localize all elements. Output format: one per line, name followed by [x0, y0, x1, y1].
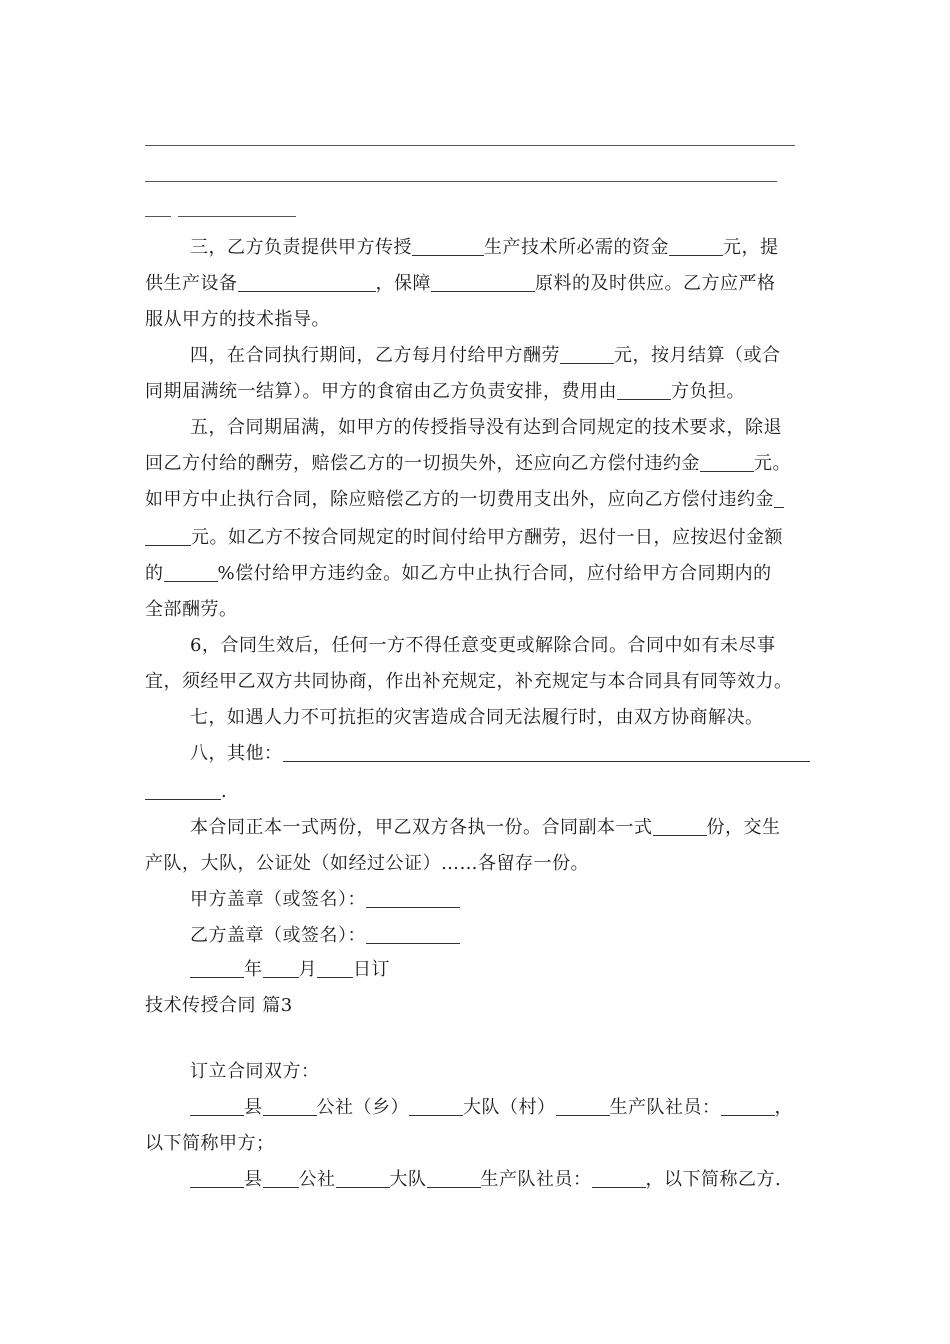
- article-5-line-3: 如甲方中止执行合同，除应赔偿乙方的一切费用支出外，应向乙方偿付违约金: [145, 488, 815, 512]
- blank-field: [431, 273, 535, 292]
- blank-field: [427, 1169, 481, 1188]
- blank-field: [412, 237, 484, 256]
- party-b-line: 县 公社 大队 生产队社员： ，以下简称乙方.: [190, 1168, 815, 1192]
- blank-field: [721, 1097, 775, 1116]
- party-a-signature: 甲方盖章（或签名）：: [190, 888, 815, 912]
- blank-rule: [145, 181, 777, 182]
- copies-line-2: 产队，大队，公证处（如经过公证）……各留存一份。: [145, 853, 589, 874]
- blank-field: [556, 1097, 610, 1116]
- blank-field: [617, 381, 671, 400]
- article-3-line-1: 三，乙方负责提供甲方传授 生产技术所必需的资金 元，提: [190, 237, 779, 258]
- blank-field: [190, 1097, 244, 1116]
- blank-rule: [178, 216, 296, 217]
- blank-field: [560, 345, 614, 364]
- blank-field: [366, 925, 460, 944]
- article-6-line-1: 6，合同生效后，任何一方不得任意变更或解除合同。合同中如有未尽事: [190, 635, 776, 656]
- blank-field: [336, 1169, 390, 1188]
- copies-line-1: 本合同正本一式两份，甲乙双方各执一份。合同副本一式 份，交生: [190, 817, 781, 838]
- blank-field: [317, 959, 353, 978]
- blank-rule: [145, 145, 795, 146]
- signing-date: 年 月 日订: [190, 958, 815, 982]
- blank-field: [263, 959, 299, 978]
- blank-field: [774, 489, 784, 508]
- blank-field: [592, 1169, 646, 1188]
- blank-field: [409, 1097, 463, 1116]
- parties-heading: 订立合同双方：: [190, 1061, 320, 1082]
- article-7-line-1: 七，如遇人力不可抗拒的灾害造成合同无法履行时，由双方协商解决。: [190, 707, 764, 728]
- blank-field: [669, 237, 723, 256]
- article-8-line-1: 八，其他：: [190, 742, 815, 766]
- party-b-signature: 乙方盖章（或签名）：: [190, 924, 815, 948]
- party-a-line-2: 以下简称甲方；: [145, 1133, 275, 1154]
- article-5-line-4: 元。如乙方不按合同规定的时间付给甲方酬劳，迟付一日，应按迟付金额: [145, 526, 815, 550]
- article-5-line-6: 全部酬劳。: [145, 599, 238, 620]
- article-4-line-1: 四，在合同执行期间，乙方每月付给甲方酬劳 元，按月结算（或合: [190, 345, 781, 366]
- article-4-line-2: 同期届满统一结算）。甲方的食宿由乙方负责安排，费用由 方负担。: [145, 381, 745, 402]
- blank-field: [263, 1169, 299, 1188]
- blank-field: [145, 527, 191, 546]
- article-5-line-5: 的 %偿付给甲方违约金。如乙方中止执行合同，应付给甲方合同期内的: [145, 563, 772, 584]
- blank-field: [238, 273, 376, 292]
- article-6-line-2: 宜，须经甲乙双方共同协商，作出补充规定，补充规定与本合同具有同等效力。: [145, 671, 793, 692]
- party-a-line-1: 县 公社（乡） 大队（村） 生产队社员： ，: [190, 1096, 815, 1120]
- blank-field: [263, 1097, 317, 1116]
- article-8-line-2: .: [145, 780, 815, 804]
- blank-field: [283, 743, 810, 762]
- article-3-line-2: 供生产设备 ，保障 原料的及时供应。乙方应严格: [145, 273, 776, 294]
- blank-field: [190, 959, 244, 978]
- section-title: 技术传授合同 篇3: [145, 995, 293, 1016]
- blank-rule: [145, 216, 171, 217]
- blank-field: [190, 1169, 244, 1188]
- blank-field: [653, 817, 707, 836]
- blank-field: [366, 889, 460, 908]
- blank-field: [700, 453, 754, 472]
- blank-field: [164, 563, 218, 582]
- article-5-line-2: 回乙方付给的酬劳，赔偿乙方的一切损失外，还应向乙方偿付违约金 元。: [145, 453, 791, 474]
- article-5-line-1: 五，合同期届满，如甲方的传授指导没有达到合同规定的技术要求，除退: [190, 417, 782, 438]
- article-3-line-3: 服从甲方的技术指导。: [145, 309, 330, 330]
- blank-field: [145, 781, 221, 800]
